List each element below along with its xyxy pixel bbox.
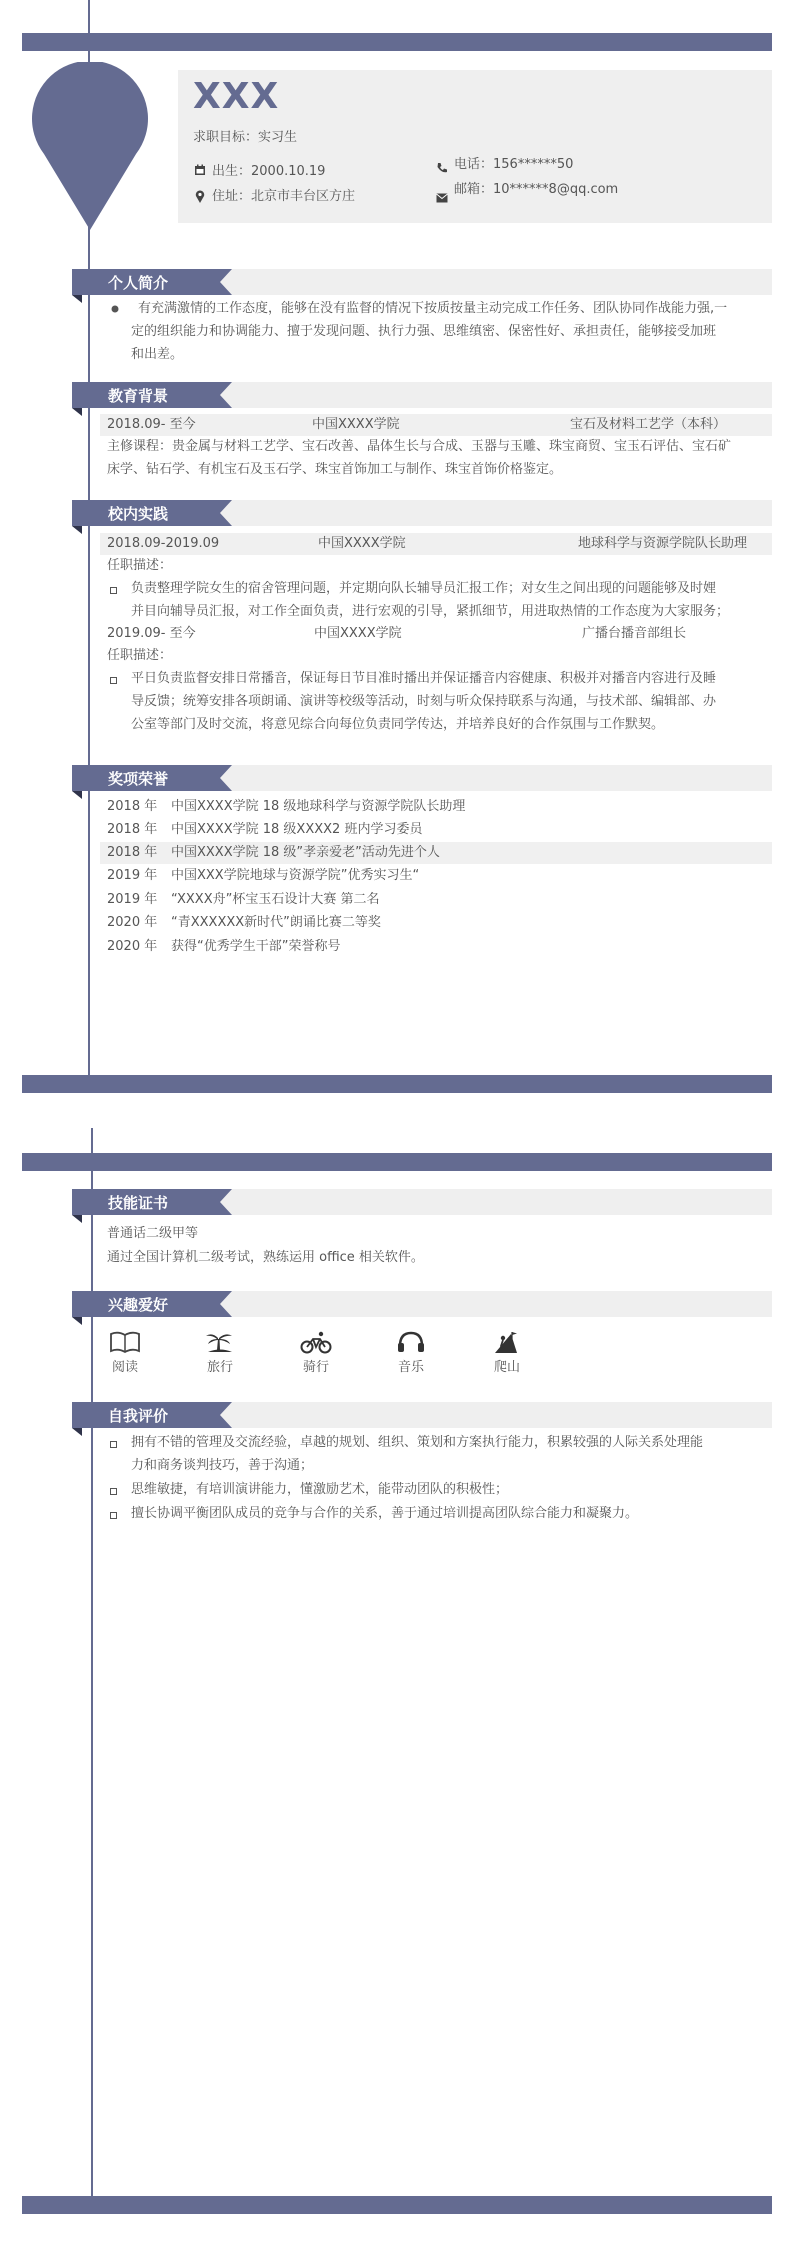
self-eval-item1-line-2: 力和商务谈判技巧，善于沟通； (131, 1458, 314, 1473)
skill-line-2: 通过全国计算机二级考试，熟练运用 office 相关软件。 (107, 1250, 424, 1265)
section-title-campus-text: 校内实践 (108, 505, 169, 523)
page1-bottom-bar (22, 1075, 772, 1093)
bullet-square (110, 1488, 117, 1495)
campus-job1-date: 2018.09-2019.09 (107, 536, 220, 551)
award-year: 2019 年 (107, 868, 158, 883)
campus-job1-line-1: 负责整理学院女生的宿舍管理问题，并定期向队长辅导员汇报工作；对女生之间出现的问题能够及时娌 (131, 581, 717, 596)
hobby-label: 爬山 (493, 1360, 520, 1375)
bullet-square (110, 587, 117, 594)
award-text: 中国XXX学院地球与资源学院”优秀实习生“ (171, 868, 420, 883)
avatar-pin-shape (30, 62, 150, 232)
bullet-dot (111, 305, 119, 313)
section-title-hobbies (72, 1291, 242, 1317)
education-courses-line-2: 床学、钻石学、有机宝石及玉石学、珠宝首饰加工与制作、珠宝首饰价格鉴定。 (107, 462, 563, 477)
award-year: 2018 年 (107, 822, 158, 837)
section-title-education (72, 382, 242, 408)
award-year: 2019 年 (107, 892, 158, 907)
hobby-label: 阅读 (111, 1360, 138, 1375)
bullet-square (110, 1512, 117, 1519)
campus-job1-desc-label: 任职描述： (107, 558, 173, 573)
job-objective: 求职目标：实习生 (193, 130, 298, 145)
campus-job2-line-3: 公室等部门及时交流，将意见综合向每位负责同学传达，并培养良好的合作氛围与工作默契。 (131, 717, 665, 732)
education-date: 2018.09- 至今 (107, 417, 196, 432)
bullet-square (110, 1441, 117, 1448)
campus-job2-line-1: 平日负责监督安排日常播音，保证每日节目准时播出并保证播音内容健康、积极并对播音内容进行及睡 (131, 671, 717, 686)
hobby-music (381, 1330, 441, 1375)
section-title-awards (72, 765, 242, 791)
campus-job2-date: 2019.09- 至今 (107, 626, 196, 641)
self-eval-item3-line-1: 擅长协调平衡团队成员的竞争与合作的关系，善于通过培训提高团队综合能力和凝聚力。 (131, 1506, 639, 1521)
bicycle-icon (300, 1330, 332, 1354)
bullet-square (110, 677, 117, 684)
award-text: 获得“优秀学生干部”荣誉称号 (171, 939, 341, 954)
campus-job1-org: 中国XXXX学院 (318, 536, 406, 551)
calendar-icon (194, 164, 206, 176)
email: 邮箱：10******8@qq.com (454, 182, 619, 197)
page2-top-bar (22, 1153, 772, 1171)
award-year: 2020 年 (107, 915, 158, 930)
campus-job1-role: 地球科学与资源学院队长助理 (578, 536, 748, 551)
profile-line-3: 和出差。 (131, 347, 184, 362)
education-courses-line-1: 主修课程：贵金属与材料工艺学、宝石改善、晶体生长与合成、玉器与玉雕、珠宝商贸、宝玉石评估、宝石矿 (107, 439, 732, 454)
section-title-self-eval-text: 自我评价 (108, 1407, 169, 1425)
phone: 电话：156******50 (454, 157, 574, 172)
award-text: “XXXX舟”杯宝玉石设计大赛 第二名 (171, 892, 380, 907)
page2-bottom-bar (22, 2196, 772, 2214)
candidate-name: XXX (193, 76, 280, 117)
address: 住址：北京市丰台区方庄 (212, 189, 356, 204)
hobby-label: 骑行 (302, 1360, 329, 1375)
self-eval-item1-line-1: 拥有不错的管理及交流经验，卓越的规划、组织、策划和方案执行能力，积累较强的人际关系处理能 (131, 1435, 704, 1450)
award-text: 中国XXXX学院 18 级地球科学与资源学院队长助理 (171, 799, 466, 814)
campus-job2-role: 广播台播音部组长 (582, 626, 687, 641)
award-text: 中国XXXX学院 18 级XXXX2 班内学习委员 (171, 822, 423, 837)
location-pin-icon (195, 190, 205, 203)
profile-line-1: 有充满激情的工作态度，能够在没有监督的情况下按质按量主动完成工作任务、团队协同作战能力强,一 (138, 301, 728, 316)
hobby-travel (190, 1330, 250, 1375)
mountain-icon (491, 1330, 523, 1354)
mail-icon (436, 193, 448, 203)
phone-icon (436, 162, 448, 174)
award-text: 中国XXXX学院 18 级”孝亲爱老”活动先进个人 (171, 845, 440, 860)
campus-job1-line-2: 并目向辅导员汇报，对工作全面负责，进行宏观的引导，紧抓细节，用进取热情的工作态度为大家服务； (131, 604, 730, 619)
section-title-self-eval (72, 1402, 242, 1428)
section-title-skills-text: 技能证书 (108, 1194, 169, 1212)
section-title-campus (72, 500, 242, 526)
education-school: 中国XXXX学院 (312, 417, 400, 432)
page2-timeline (91, 1128, 93, 2196)
book-icon (109, 1330, 141, 1354)
campus-job2-org: 中国XXXX学院 (314, 626, 402, 641)
headphones-icon (395, 1330, 427, 1354)
section-title-education-text: 教育背景 (108, 387, 169, 405)
hobby-label: 音乐 (397, 1360, 424, 1375)
campus-job2-desc-label: 任职描述： (107, 648, 173, 663)
award-year: 2020 年 (107, 939, 158, 954)
self-eval-item2-line-1: 思维敏捷，有培训演讲能力，懂激励艺术，能带动团队的积极性； (131, 1482, 509, 1497)
hobby-reading (95, 1330, 155, 1375)
section-title-profile (72, 269, 242, 295)
palm-tree-icon (204, 1330, 236, 1354)
section-title-profile-text: 个人简介 (108, 274, 169, 292)
skill-line-1: 普通话二级甲等 (107, 1226, 199, 1241)
profile-line-2: 定的组织能力和协调能力、擅于发现问题、执行力强、思维缜密、保密性好、承担责任，能够接受加班 (131, 324, 717, 339)
section-title-hobbies-text: 兴趣爱好 (108, 1296, 169, 1314)
section-title-awards-text: 奖项荣誉 (108, 770, 169, 788)
award-year: 2018 年 (107, 845, 158, 860)
section-title-skills (72, 1189, 242, 1215)
campus-job2-line-2: 导反馈；统筹安排各项朗诵、演讲等校级等活动，时刻与听众保持联系与沟通，与技术部、编辑部、办 (131, 694, 717, 709)
award-text: “青XXXXXX新时代”朗诵比赛二等奖 (171, 915, 381, 930)
hobby-cycling (286, 1330, 346, 1375)
hobby-climbing (477, 1330, 537, 1375)
page1-top-bar (22, 33, 772, 51)
education-major: 宝石及材料工艺学（本科） (570, 417, 727, 432)
hobby-label: 旅行 (206, 1360, 233, 1375)
birth-date: 出生：2000.10.19 (212, 164, 326, 179)
award-year: 2018 年 (107, 799, 158, 814)
